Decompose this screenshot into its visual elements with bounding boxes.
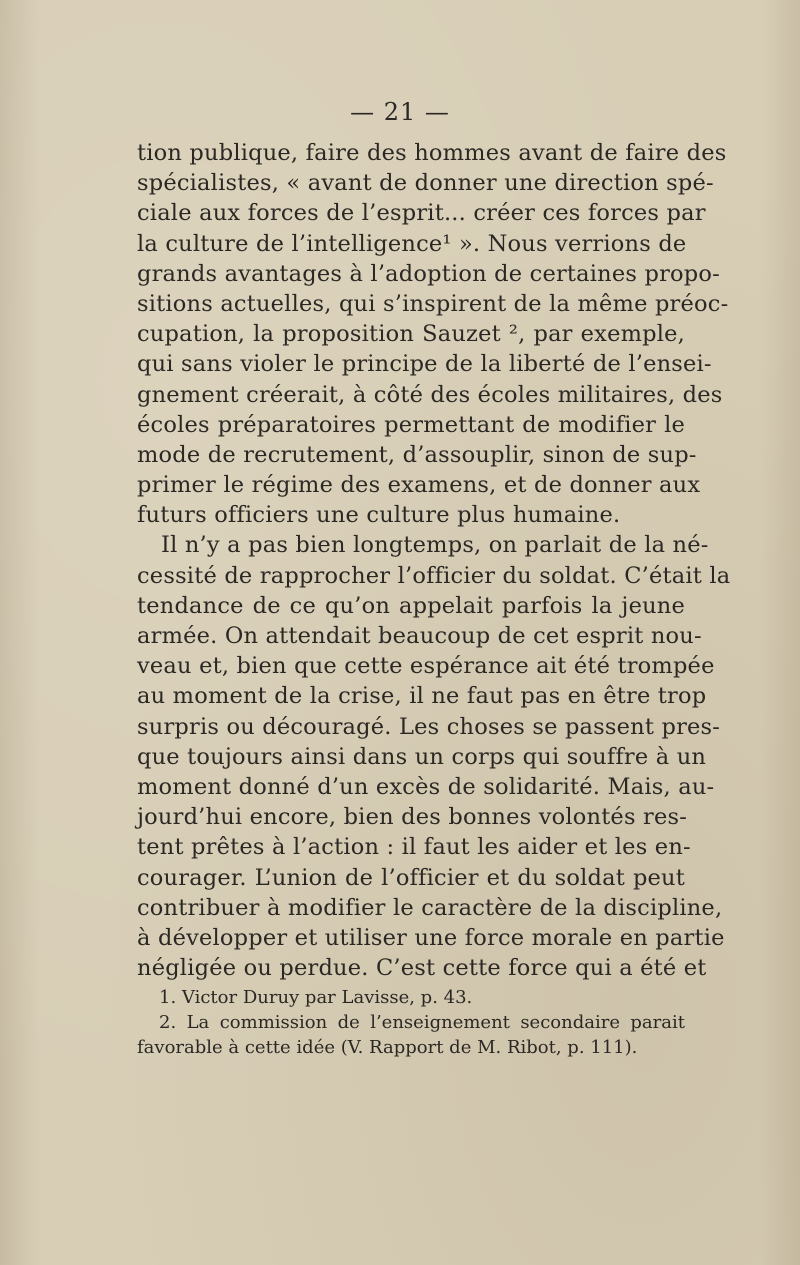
text-line: moment donné d’un excès de solidarité. Mais, au- (137, 773, 715, 800)
text-line: armée. On attendait beaucoup de cet esprit nou- (137, 623, 702, 649)
text-line: cessité de rapprocher l’officier du soldat. C’était la (137, 562, 731, 589)
footnote-2-continued: favorable à cette idée (V. Rapport de M. Ribot, p. 111). (137, 1037, 638, 1058)
text-line: primer le régime des examens, et de donner aux (137, 472, 701, 499)
text-line: mode de recrutement, d’assouplir, sinon de sup- (137, 441, 697, 468)
footnote-2: 2. La commission de l’enseignement secondaire parait (159, 1012, 685, 1033)
text-line: contribuer à modifier le caractère de la discipline, (137, 894, 723, 921)
text-line: qui sans violer le principe de la liberté de l’ensei- (137, 351, 712, 378)
text-line: cupation, la proposition Sauzet ², par exemple, (137, 321, 685, 348)
text-line: tendance de ce qu’on appelait parfois la jeune (137, 592, 685, 619)
body-text (137, 138, 731, 983)
text-line: veau et, bien que cette espérance ait été trompée (137, 653, 715, 680)
page-number: — 21 — (350, 98, 450, 126)
text-line: spécialistes, « avant de donner une direction spé- (137, 170, 714, 197)
text-line: courager. L’union de l’officier et du soldat peut (137, 864, 685, 891)
text-line: gnement créerait, à côté des écoles militaires, des (137, 381, 723, 408)
footnote-1: 1. Victor Duruy par Lavisse, p. 43. (159, 987, 473, 1008)
text-line: que toujours ainsi dans un corps qui souffre à un (137, 743, 707, 770)
text-line: à développer et utiliser une force morale en partie (137, 924, 725, 951)
text-line: jourd’hui encore, bien des bonnes volontés res- (137, 804, 688, 831)
text-line: négligée ou perdue. C’est cette force qui a été et (137, 955, 707, 982)
footnotes (137, 985, 685, 1060)
text-line: sitions actuelles, qui s’inspirent de la même préoc- (137, 290, 729, 317)
text-line: tent prêtes à l’action : il faut les aider et les en- (137, 834, 691, 861)
text-line: ciale aux forces de l’esprit... créer ces forces par (137, 200, 706, 227)
text-line: au moment de la crise, il ne faut pas en être trop (137, 683, 707, 710)
text-line: tion publique, faire des hommes avant de faire des (137, 140, 727, 166)
text-line: écoles préparatoires permettant de modifier le (137, 411, 685, 438)
text-line: grands avantages à l’adoption de certaines propo- (137, 260, 720, 287)
text-line: la culture de l’intelligence¹ ». Nous verrions de (137, 230, 687, 257)
paragraph-end-line: futurs officiers une culture plus humaine. (137, 502, 621, 529)
text-line: surpris ou découragé. Les choses se passent pres- (137, 713, 721, 740)
paragraph-start-line: Il n’y a pas bien longtemps, on parlait de la né- (161, 532, 709, 559)
